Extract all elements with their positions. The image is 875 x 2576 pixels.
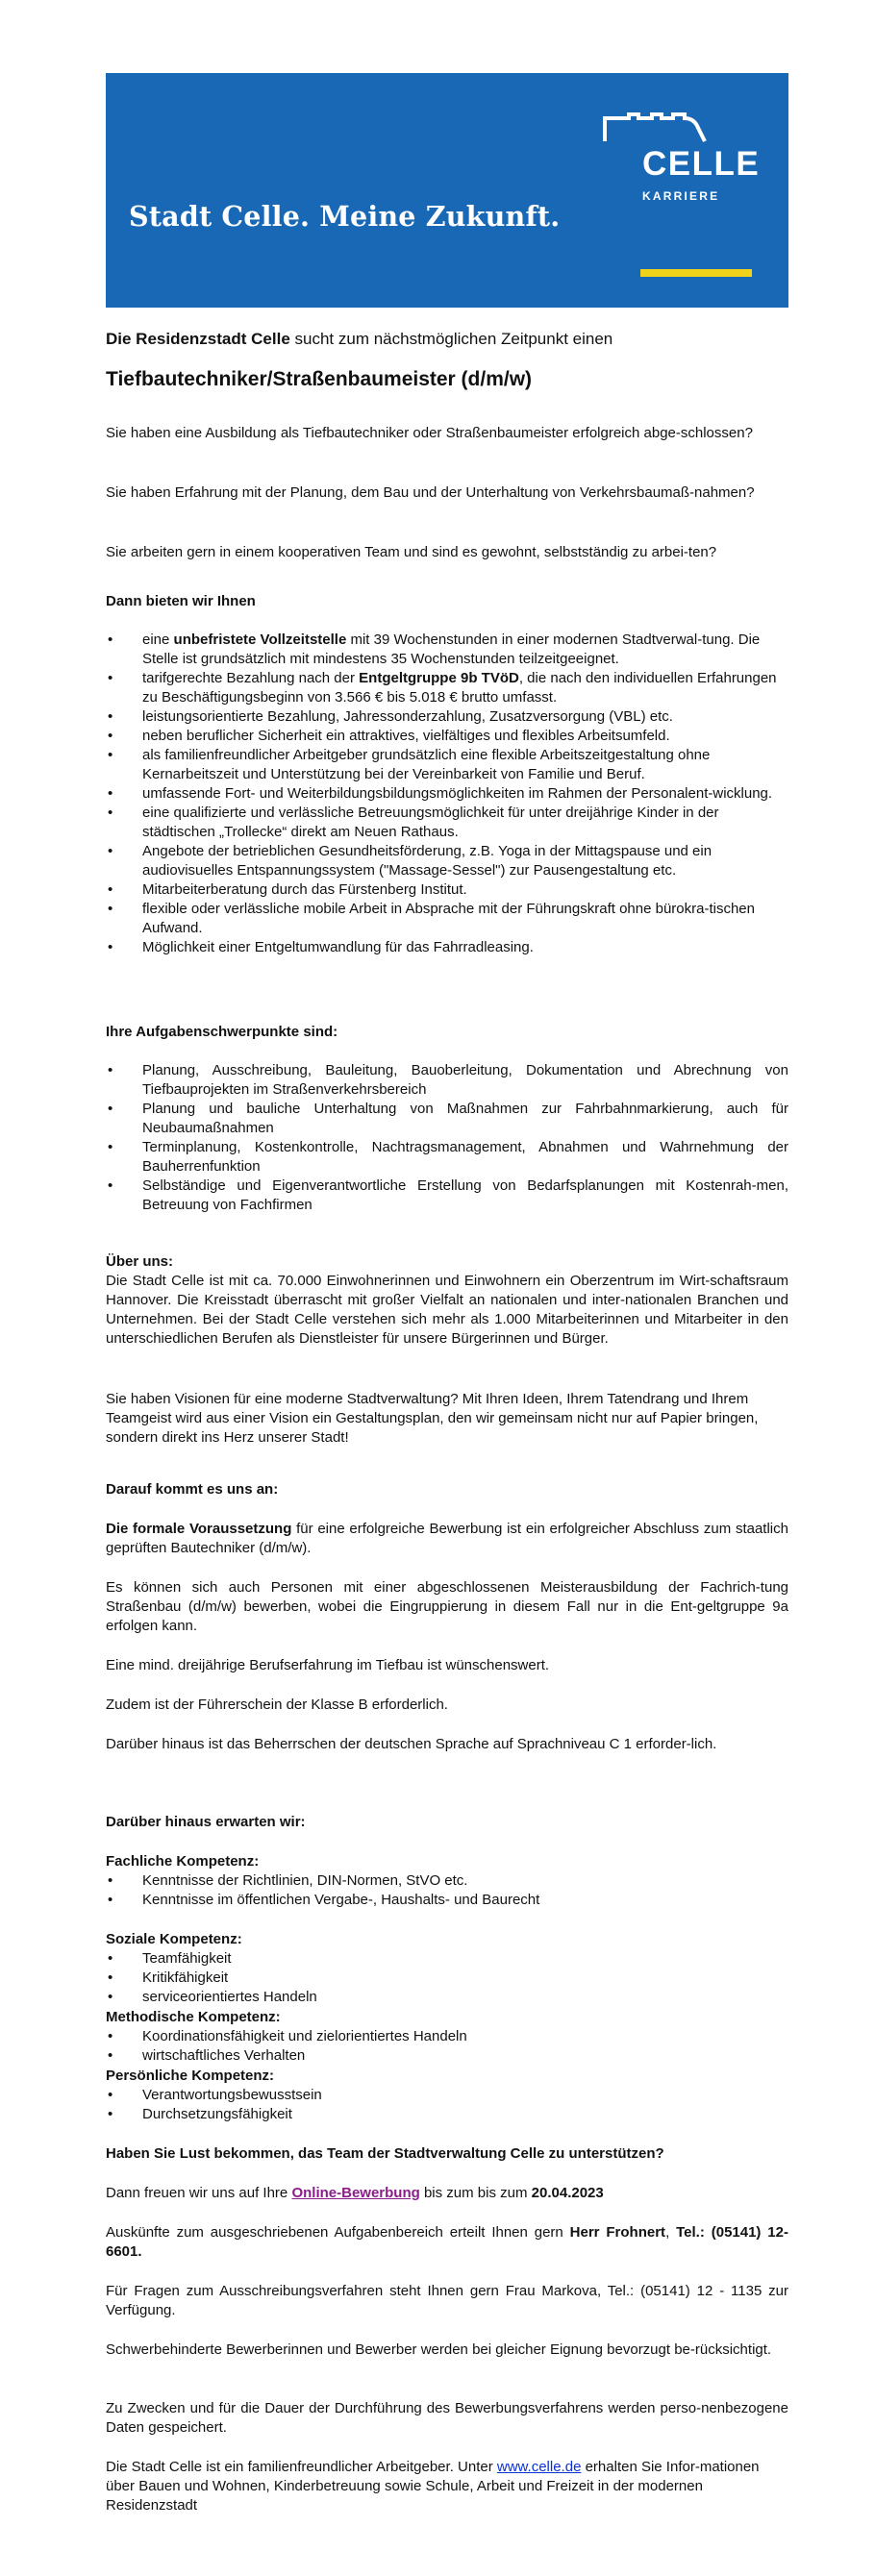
about-heading: Über uns: <box>106 1253 174 1270</box>
expect-group-title: Fachliche Kompetenz: <box>106 1853 260 1870</box>
tasks-heading: Ihre Aufgabenschwerpunkte sind: <box>106 1024 338 1040</box>
offer-item: • eine unbefristete Vollzeitstelle mit 39 Wochenstunden in einer modernen Stadtverwal-tung. Die Stelle ist grundsätzlich mit mindestens 35 Wochenstunden teilzeitgeeignet. <box>106 631 788 669</box>
header-banner <box>106 73 788 308</box>
task-item: • Planung, Ausschreibung, Bauleitung, Bauoberleitung, Dokumentation und Abrechnung von Tiefbauprojekten im Straßenverkehrsbereich <box>106 1061 788 1100</box>
expect-item: • Teamfähigkeit <box>106 1949 788 1969</box>
expect-group-list <box>106 1949 788 2007</box>
banner-headline: Stadt Celle. Meine Zukunft. <box>129 200 561 233</box>
apply-line: Dann freuen wir uns auf Ihre Online-Bewerbung bis zum bis zum 20.04.2023 <box>106 2185 604 2201</box>
celle-website-link[interactable]: www.celle.de <box>496 2459 582 2475</box>
offer-item: • eine qualifizierte und verlässliche Betreuungsmöglichkeit für unter dreijährige Kinder in der städtischen „Trollecke“ direkt am Neuen Rathaus. <box>106 804 788 842</box>
offer-item: • tarifgerechte Bezahlung nach der Entgeltgruppe 9b TVöD, die nach den individuellen Erfahrungen zu Beschäftigungsbeginn von 3.566 € bis 5.018 € brutto umfasst. <box>106 669 788 707</box>
disabled-applicants-note: Schwerbehinderte Bewerberinnen und Bewerber werden bei gleicher Eignung bevorzugt be-rücksichtigt. <box>106 2341 772 2358</box>
intro-org: Die Residenzstadt Celle <box>106 330 290 348</box>
offer-item: • Mitarbeiterberatung durch das Fürstenberg Institut. <box>106 880 788 900</box>
task-item: • Planung und bauliche Unterhaltung von Maßnahmen zur Fahrbahnmarkierung, auch für Neubaumaßnahmen <box>106 1100 788 1138</box>
logo-celle: CELLE <box>642 145 761 183</box>
expect-item: • Durchsetzungsfähigkeit <box>106 2105 788 2124</box>
contact-line: Auskünfte zum ausgeschriebenen Aufgabenbereich erteilt Ihnen gern Herr Frohnert, Tel.: (05141) 12-6601. <box>106 2224 788 2260</box>
requirements-paragraph-3: Eine mind. dreijährige Berufserfahrung im Tiefbau ist wünschenswert. <box>106 1657 550 1673</box>
castle-logo-icon <box>602 111 713 142</box>
requirements-paragraph-5: Darüber hinaus ist das Beherrschen der deutschen Sprache auf Sprachniveau C 1 erforder-lich. <box>106 1736 717 1752</box>
task-item: • Selbständige und Eigenverantwortliche Erstellung von Bedarfsplanungen mit Kostenrah-men, Betreuung von Fachfirmen <box>106 1177 788 1215</box>
expect-item: • Kenntnisse im öffentlichen Vergabe-, Haushalts- und Baurecht <box>106 1891 788 1910</box>
logo-karriere: KARRIERE <box>642 189 720 203</box>
requirements-heading: Darauf kommt es uns an: <box>106 1481 279 1498</box>
expect-group-title: Methodische Kompetenz: <box>106 2009 281 2025</box>
intro-rest: sucht zum nächstmöglichen Zeitpunkt einen <box>289 330 613 348</box>
requirements-paragraph-4: Zudem ist der Führerschein der Klasse B erforderlich. <box>106 1697 448 1713</box>
expect-item: • Koordinationsfähigkeit und zielorientiertes Handeln <box>106 2027 788 2046</box>
question-1: Sie haben eine Ausbildung als Tiefbautechniker oder Straßenbaumeister erfolgreich abge-schlossen? <box>106 425 753 441</box>
expect-item: • Verantwortungsbewusstsein <box>106 2086 788 2105</box>
closing-question: Haben Sie Lust bekommen, das Team der Stadtverwaltung Celle zu unterstützen? <box>106 2145 664 2162</box>
question-2: Sie haben Erfahrung mit der Planung, dem Bau und der Unterhaltung von Verkehrsbaumaß-nahmen? <box>106 484 755 501</box>
expect-group-list <box>106 1871 788 1910</box>
privacy-note: Zu Zwecken und für die Dauer der Durchführung des Bewerbungsverfahrens werden perso-nenbezogene Daten gespeichert. <box>106 2400 788 2436</box>
job-title: Tiefbautechniker/Straßenbaumeister (d/m/w) <box>106 368 533 390</box>
process-contact-line: Für Fragen zum Ausschreibungsverfahren steht Ihnen gern Frau Markova, Tel.: (05141) 12 - 1135 zur Verfügung. <box>106 2283 789 2318</box>
offer-heading: Dann bieten wir Ihnen <box>106 593 256 609</box>
final-paragraph: Die Stadt Celle ist ein familienfreundlicher Arbeitgeber. Unter www.celle.de erhalten Sie Infor-mationen über Bauen und Wohnen, Kinderbetreuung sowie Schule, Arbeit und Freizeit in der modernen Residenzstadt <box>106 2459 760 2514</box>
expect-group-title: Persönliche Kompetenz: <box>106 2068 275 2084</box>
intro-line <box>106 330 788 349</box>
question-3: Sie arbeiten gern in einem kooperativen Team und sind es gewohnt, selbstständig zu arbei-ten? <box>106 544 717 560</box>
offer-item: • neben beruflicher Sicherheit ein attraktives, vielfältiges und flexibles Arbeitsumfeld. <box>106 727 788 746</box>
expect-heading: Darüber hinaus erwarten wir: <box>106 1814 306 1830</box>
expect-item: • wirtschaftliches Verhalten <box>106 2046 788 2066</box>
logo-accent-bar <box>640 269 752 277</box>
offer-item: • leistungsorientierte Bezahlung, Jahressonderzahlung, Zusatzversorgung (VBL) etc. <box>106 707 788 727</box>
expect-item: • Kenntnisse der Richtlinien, DIN-Normen, StVO etc. <box>106 1871 788 1891</box>
about-paragraph-1: Die Stadt Celle ist mit ca. 70.000 Einwohnerinnen und Einwohnern ein Oberzentrum im Wirt-schaftsraum Hannover. Die Kreisstadt überrascht mit großer Vielfalt an nationalen und inter-nationalen Branchen und Unternehmen. Bei der Stadt Celle verstehen sich mehr als 1.000 Mitarbeiterinnen und Mitarbeiter in den unterschiedlichen Berufen als Dienstleister für unsere Bürgerinnen und Bürger. <box>106 1273 788 1347</box>
expect-item: • Kritikfähigkeit <box>106 1969 788 1988</box>
expect-group-title: Soziale Kompetenz: <box>106 1931 242 1947</box>
task-item: • Terminplanung, Kostenkontrolle, Nachtragsmanagement, Abnahmen und Wahrnehmung der Bauherrenfunktion <box>106 1138 788 1177</box>
offer-item: • Angebote der betrieblichen Gesundheitsförderung, z.B. Yoga in der Mittagspause und ein audiovisuelles Entspannungssystem ("Massage-Sessel") zur Pausengestaltung etc. <box>106 842 788 880</box>
expect-group-list <box>106 2027 788 2066</box>
offer-item: • umfassende Fort- und Weiterbildungsbildungsmöglichkeiten im Rahmen der Personalent-wicklung. <box>106 784 788 804</box>
offer-item: • flexible oder verlässliche mobile Arbeit in Absprache mit der Führungskraft ohne bürokra-tischen Aufwand. <box>106 900 788 938</box>
tasks-list <box>106 1061 788 1215</box>
requirements-paragraph-1: Die formale Voraussetzung für eine erfolgreiche Bewerbung ist ein erfolgreicher Abschluss zum staatlich geprüften Bautechniker (d/m/w). <box>106 1521 788 1556</box>
offer-list <box>106 631 788 957</box>
expect-group-list <box>106 2086 788 2124</box>
offer-item: • Möglichkeit einer Entgeltumwandlung für das Fahrradleasing. <box>106 938 788 957</box>
expect-item: • serviceorientiertes Handeln <box>106 1988 788 2007</box>
requirements-paragraph-2: Es können sich auch Personen mit einer abgeschlossenen Meisterausbildung der Fachrich-tung Straßenbau (d/m/w) bewerben, wobei die Eingruppierung in diesem Fall nur in die Ent-geltgruppe 9a erfolgen kann. <box>106 1579 788 1634</box>
offer-item: • als familienfreundlicher Arbeitgeber grundsätzlich eine flexible Arbeitszeitgestaltung ohne Kernarbeitszeit und Unterstützung bei der Vereinbarkeit von Familie und Beruf. <box>106 746 788 784</box>
online-application-link[interactable]: Online-Bewerbung <box>291 2185 420 2201</box>
about-paragraph-2: Sie haben Visionen für eine moderne Stadtverwaltung? Mit Ihren Ideen, Ihrem Tatendrang und Ihrem Teamgeist wird aus einer Vision ein Gestaltungsplan, den wir gemeinsam nicht nur auf Papier bringen, sondern direkt ins Herz unserer Stadt! <box>106 1391 759 1446</box>
